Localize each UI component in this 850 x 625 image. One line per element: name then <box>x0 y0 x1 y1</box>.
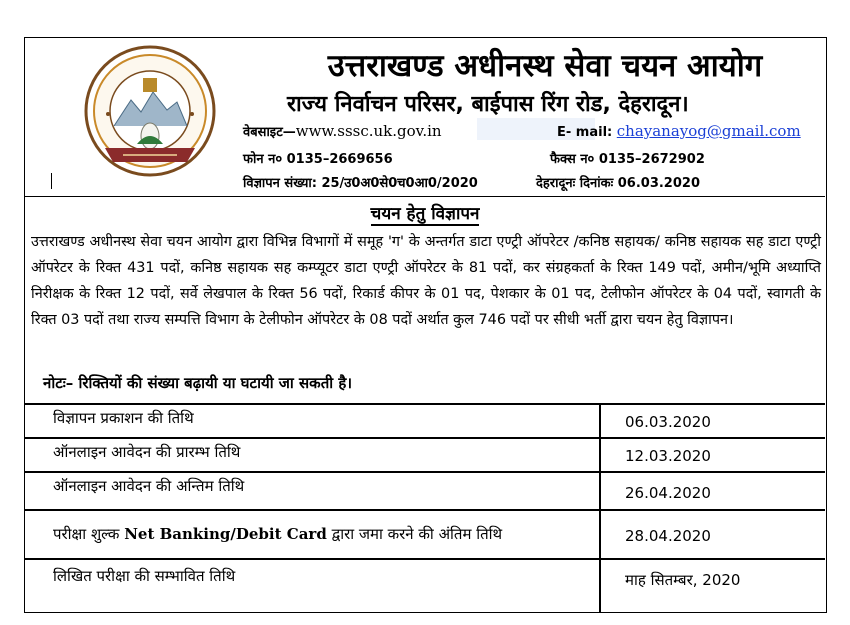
date-row-label: विज्ञापन प्रकाशन की तिथि <box>53 409 194 427</box>
date-row-value: 28.04.2020 <box>625 527 711 545</box>
date-row-label: परीक्षा शुल्क Net Banking/Debit Card द्वारा जमा करने की अंतिम तिथि <box>53 525 503 543</box>
letterhead <box>25 38 825 197</box>
adv-number-line <box>243 173 478 191</box>
phone-line <box>243 149 393 167</box>
phone-number: 0135–2669656 <box>286 152 393 167</box>
date-row-label: ऑनलाइन आवेदन की अन्तिम तिथि <box>53 477 245 495</box>
date-row-value: 26.04.2020 <box>625 484 711 502</box>
date-label: देहरादूनः दिनांकः <box>536 176 618 191</box>
date-row-value: 06.03.2020 <box>625 413 711 431</box>
table-column-divider <box>599 405 601 613</box>
row-divider <box>25 558 825 560</box>
issue-date: 06.03.2020 <box>617 176 700 191</box>
vacancy-note: नोटः– रिक्तियों की संख्या बढ़ायी या घटायी जा सकती है। <box>43 374 353 392</box>
fax-label: फैक्स न० <box>550 152 599 167</box>
row-divider <box>25 471 825 473</box>
email-link[interactable]: chayanayog@gmail.com <box>616 122 801 140</box>
commission-title: उत्तराखण्ड अधीनस्थ सेवा चयन आयोग <box>327 48 763 84</box>
fax-number: 0135–2672902 <box>598 152 705 167</box>
website-link[interactable]: www.sssc.uk.gov.in <box>295 122 442 140</box>
date-row-label: ऑनलाइन आवेदन की प्रारम्भ तिथि <box>53 443 241 461</box>
advertisement-document <box>24 37 827 613</box>
advertisement-heading: चयन हेतु विज्ञापन <box>370 204 480 224</box>
adv-number: 25/उ0अ0से0च0आ0/2020 <box>321 176 478 191</box>
date-row-value: 12.03.2020 <box>625 447 711 465</box>
commission-emblem-logo <box>83 44 217 178</box>
adv-number-label: विज्ञापन संख्या: <box>243 176 322 191</box>
email-label: E- mail: <box>557 125 617 140</box>
email-line <box>557 122 801 140</box>
commission-address: राज्य निर्वाचन परिसर, बाईपास रिंग रोड, देहरादून। <box>287 92 689 117</box>
table-top-border <box>25 403 825 405</box>
date-row-label: लिखित परीक्षा की सम्भावित तिथि <box>53 567 236 585</box>
row-divider <box>25 509 825 511</box>
date-line <box>536 173 700 191</box>
phone-label: फोन न० <box>243 152 287 167</box>
date-row-value: माह सितम्बर, 2020 <box>625 571 741 589</box>
advertisement-body: उत्तराखण्ड अधीनस्थ सेवा चयन आयोग द्वारा विभिन्न विभागों में समूह 'ग' के अन्तर्गत डाटा एण्ट्री ऑपरेटर /कनिष्ठ सहायक/ कनिष्ठ सहायक सह डाटा एण्ट्री ऑपरेटर के रिक्त 431 पदों, कनिष्ठ सहायक सह कम्प्यूटर डाटा एण्ट्री ऑपरेटर के 81 पदों, कर संग्रहकर्ता के रिक्त 149 पदों, अमीन/भूमि अध्याप्ति निरीक्षक के रिक्त 12 पदों, सर्वे लेखपाल के रिक्त 56 पदों, रिकार्ड कीपर के 01 पद, पेशकार के 01 पद, टेलीफोन ऑपरेटर के 04 पदों, स्वागती के रिक्त 03 पदों तथा राज्य सम्पत्ति विभाग के टेलीफोन ऑपरेटर के 08 पदों अर्थात कुल 746 पदों पर सीधी भर्ती द्वारा चयन हेतु विज्ञापन। <box>31 234 821 328</box>
row-divider <box>25 437 825 439</box>
website-line <box>243 122 442 140</box>
margin-tick <box>51 173 52 189</box>
fax-line <box>550 149 705 167</box>
website-label: वेबसाइट— <box>243 125 296 140</box>
